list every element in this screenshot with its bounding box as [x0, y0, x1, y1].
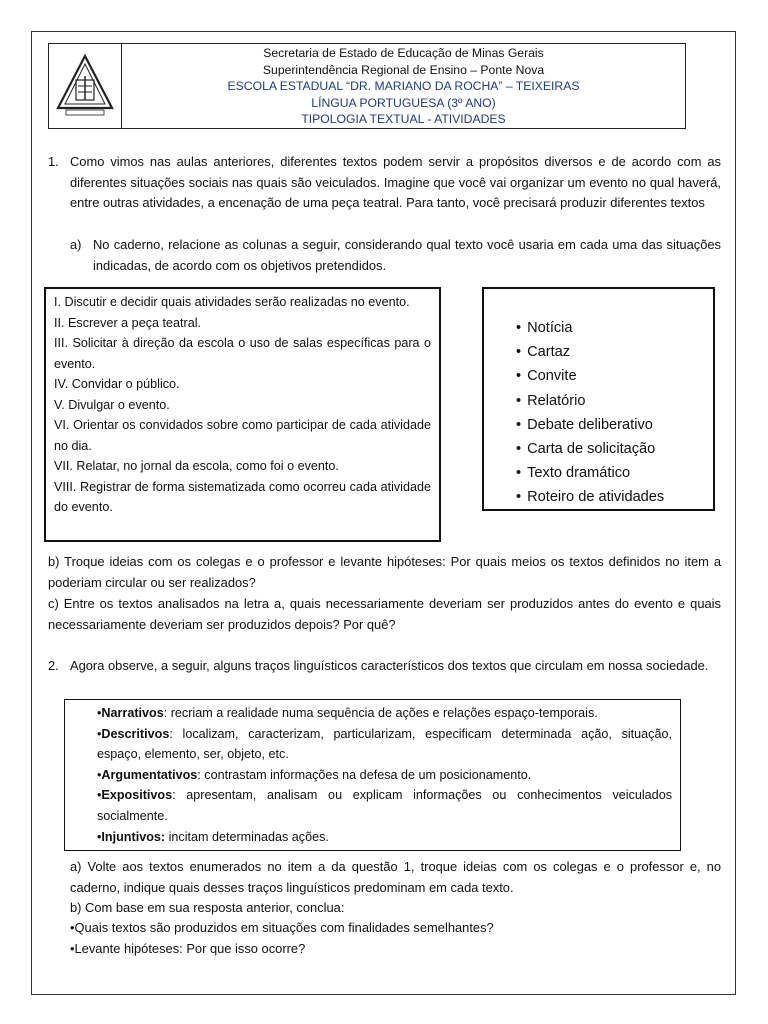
header-school-name: ESCOLA ESTADUAL “DR. MARIANO DA ROCHA” – TEIXEIRAS	[227, 79, 580, 94]
q2b-bullet-2-text: Levante hipóteses: Por que isso ocorre?	[74, 941, 306, 956]
genre-item: • Notícia	[516, 316, 713, 340]
q1a-text: No caderno, relacione as colunas a seguir, considerando qual texto você usaria em cada uma das situações indicadas, de acordo com os objetivos pretendidos.	[93, 237, 721, 273]
q2b-bullet-1	[70, 918, 721, 939]
header-text	[122, 44, 685, 128]
genre-item: • Relatório	[516, 389, 713, 413]
traits-box	[64, 699, 681, 851]
trait-term: Narrativos	[101, 706, 164, 720]
genres-box	[482, 287, 715, 511]
genre-item: • Roteiro de atividades	[516, 485, 713, 509]
genre-item: • Convite	[516, 364, 713, 388]
q2b-text: b) Com base em sua resposta anterior, conclua:	[70, 900, 345, 915]
q1-text: Como vimos nas aulas anteriores, diferentes textos podem servir a propósitos diversos e de acordo com as diferentes situações sociais nas quais são veiculados. Imagine que você vai organizar um evento no qual haverá, entre outras atividades, a encenação de uma peça teatral. Para tanto, você precisará produzir diferentes textos	[70, 154, 721, 211]
q2-text: Agora observe, a seguir, alguns traços linguísticos característicos dos textos que circulam em nossa sociedade.	[70, 658, 709, 673]
school-logo	[49, 44, 122, 128]
q2b-bullet-2	[70, 939, 721, 960]
genre-item: • Texto dramático	[516, 461, 713, 485]
trait-desc: : contrastam informações na defesa de um posicionamento.	[197, 767, 532, 782]
q2-number: 2.	[48, 658, 59, 673]
q1-number: 1.	[48, 154, 59, 169]
trait-desc: incitam determinadas ações.	[165, 829, 329, 844]
header-secretaria: Secretaria de Estado de Educação de Minas Gerais	[263, 46, 544, 60]
situation-item: VI. Orientar os convidados sobre como participar de cada atividade no dia.	[54, 418, 431, 453]
genre-item: • Cartaz	[516, 340, 713, 364]
trait-term: Expositivos	[101, 788, 173, 803]
q1b-text: b) Troque ideias com os colegas e o professor e levante hipóteses: Por quais meios os textos definidos no item a poderiam circular ou ser realizados?	[48, 554, 721, 590]
genre-item: • Carta de solicitação	[516, 437, 713, 461]
situation-item: II. Escrever a peça teatral.	[54, 315, 201, 330]
q2a-text: a) Volte aos textos enumerados no item a da questão 1, troque ideias com os colegas e o professor e, no caderno, indique quais desses traços linguísticos predominam em cada texto.	[70, 859, 721, 895]
trait-item	[97, 827, 672, 848]
situation-item: V. Divulgar o evento.	[54, 397, 170, 412]
school-header	[48, 43, 686, 129]
situation-item: IV. Convidar o público.	[54, 377, 180, 391]
trait-desc: : recriam a realidade numa sequência de ações e relações espaço-temporais.	[163, 706, 598, 720]
trait-term: Argumentativos	[101, 767, 198, 782]
trait-item	[97, 703, 672, 724]
situation-item: VII. Relatar, no jornal da escola, como foi o evento.	[54, 459, 339, 473]
trait-item	[97, 765, 672, 786]
school-emblem-icon	[54, 52, 116, 120]
trait-desc: : localizam, caracterizam, particularizam, especificam determinada ação, situação, espaço, elemento, ser, objeto, etc.	[97, 726, 672, 762]
q2b-bullet-1-text: Quais textos são produzidos em situações com finalidades semelhantes?	[74, 920, 494, 935]
header-superintendencia: Superintendência Regional de Ensino – Ponte Nova	[262, 62, 545, 77]
trait-item	[97, 724, 672, 765]
situation-item: III. Solicitar à direção da escola o uso de salas específicas para o evento.	[54, 336, 431, 371]
genres-list	[516, 316, 713, 510]
situations-box	[44, 287, 441, 542]
genre-item: • Debate deliberativo	[516, 413, 713, 437]
q1c-text: c) Entre os textos analisados na letra a, quais necessariamente deveriam ser produzidos antes do evento e quais necessariamente deveriam ser produzidos depois? Por quê?	[48, 596, 721, 632]
trait-item	[97, 785, 672, 826]
situation-item: VIII. Registrar de forma sistematizada como ocorreu cada atividade do evento.	[54, 479, 431, 514]
header-topic: TIPOLOGIA TEXTUAL - ATIVIDADES	[301, 112, 506, 127]
header-subject: LÍNGUA PORTUGUESA (3º ANO)	[311, 95, 496, 110]
trait-term: Injuntivos:	[101, 829, 166, 844]
situation-item: I. Discutir e decidir quais atividades serão realizadas no evento.	[54, 295, 410, 309]
trait-term: Descritivos	[101, 726, 170, 741]
q1a-label: a)	[70, 237, 82, 252]
trait-desc: : apresentam, analisam ou explicam informações ou conhecimentos veiculados socialmente.	[97, 788, 672, 823]
